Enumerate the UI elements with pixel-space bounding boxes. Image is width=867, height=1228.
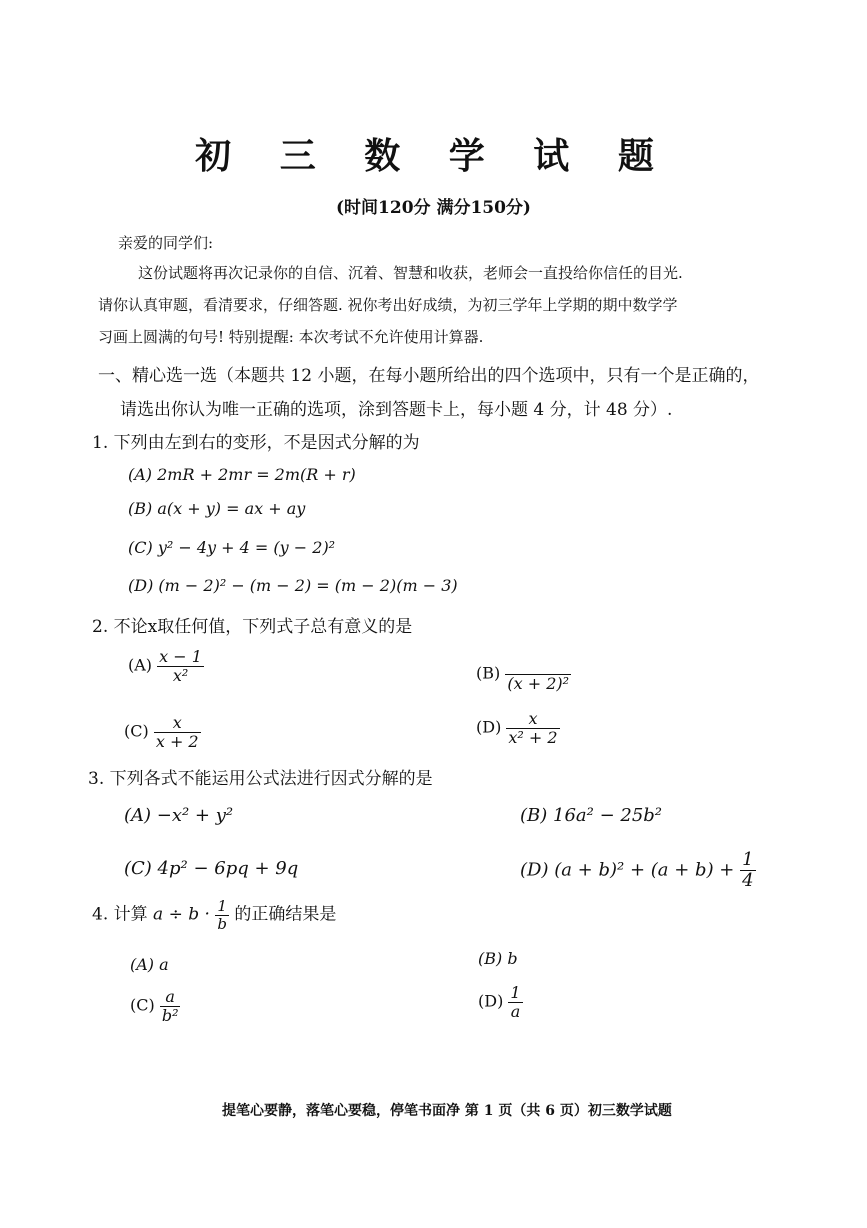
numerator: x − 1: [159, 647, 202, 666]
fraction: [154, 714, 201, 750]
fraction: [215, 898, 229, 932]
stem-expression: a ÷ b ·: [153, 904, 210, 925]
denominator: x² + 2: [508, 727, 558, 747]
stem-prefix: 4. 计算: [92, 904, 148, 925]
question-4-option-a: (A) a: [130, 955, 169, 974]
option-label: (B): [476, 663, 501, 683]
question-2-option-c: [124, 714, 201, 750]
stem-suffix: 的正确结果是: [234, 904, 337, 925]
intro-line-1: 这份试题将再次记录你的自信、沉着、智慧和收获，老师会一直投给你信任的目光.: [138, 264, 683, 282]
question-3-stem: 3. 下列各式不能运用公式法进行因式分解的是: [88, 769, 433, 789]
numerator: x: [506, 710, 559, 729]
denominator: b: [217, 914, 227, 933]
option-label: (A): [128, 655, 153, 675]
fraction: [157, 648, 204, 684]
fraction: [508, 984, 522, 1020]
numerator: 1: [215, 898, 229, 916]
option-expression: (D) (a + b)² + (a + b) +: [520, 859, 735, 881]
section-heading-line-2: 请选出你认为唯一正确的选项，涂到答题卡上，每小题 4 分，计 48 分）.: [120, 400, 673, 420]
question-2-stem: 2. 不论x取任何值，下列式子总有意义的是: [92, 617, 413, 637]
denominator: a: [510, 1001, 521, 1021]
question-4-stem: [92, 898, 336, 932]
fraction: [506, 710, 559, 746]
denominator: x²: [172, 665, 189, 685]
denominator: x + 2: [155, 731, 199, 751]
fraction: [160, 988, 181, 1024]
question-1-option-c: (C) y² − 4y + 4 = (y − 2)²: [128, 538, 336, 557]
question-1-stem: 1. 下列由左到右的变形，不是因式分解的为: [92, 433, 420, 453]
option-label: (D): [476, 717, 502, 737]
question-1-option-b: (B) a(x + y) = ax + ay: [128, 499, 306, 518]
question-1-option-d: (D) (m − 2)² − (m − 2) = (m − 2)(m − 3): [128, 576, 458, 595]
exam-info: (时间120分 满分150分): [336, 198, 531, 218]
option-label: (D): [478, 991, 504, 1011]
question-3-option-a: (A) −x² + y²: [124, 805, 234, 826]
numerator: [505, 656, 571, 675]
question-1-option-a: (A) 2mR + 2mr = 2m(R + r): [128, 465, 356, 484]
question-3-option-b: (B) 16a² − 25b²: [520, 805, 663, 826]
option-label: (C): [130, 995, 155, 1015]
denominator: b²: [161, 1005, 179, 1025]
question-3-option-d: [520, 850, 756, 891]
question-4-option-b: (B) b: [478, 949, 518, 968]
question-2-option-b: [476, 656, 571, 692]
page-footer: 提笔心要静，落笔心要稳，停笔书面净 第 1 页（共 6 页）初三数学试题: [222, 1103, 672, 1119]
numerator: 1: [742, 849, 754, 870]
question-4-option-c: [130, 988, 180, 1024]
numerator: 1: [510, 983, 521, 1002]
question-3-option-c: (C) 4p² − 6pq + 9q: [124, 858, 299, 879]
page-title: 初 三 数 学 试 题: [195, 135, 672, 177]
section-heading-line-1: 一、精心选一选（本题共 12 小题，在每小题所给出的四个选项中，只有一个是正确的，: [98, 366, 760, 386]
denominator: (x + 2)²: [507, 673, 570, 693]
numerator: a: [160, 988, 181, 1007]
question-2-option-d: [476, 710, 560, 746]
intro-line-2: 请你认真审题，看清要求，仔细答题. 祝你考出好成绩，为初三学年上学期的期中数学学: [98, 296, 678, 314]
fraction: [740, 850, 755, 891]
option-label: (C): [124, 721, 149, 741]
denominator: 4: [742, 869, 754, 891]
intro-line-3: 习画上圆满的句号! 特别提醒: 本次考试不允许使用计算器.: [98, 328, 484, 346]
fraction: [505, 656, 571, 692]
numerator: x: [154, 714, 201, 733]
question-2-option-a: [128, 648, 204, 684]
greeting: 亲爱的同学们:: [118, 234, 214, 252]
question-4-option-d: [478, 984, 523, 1020]
